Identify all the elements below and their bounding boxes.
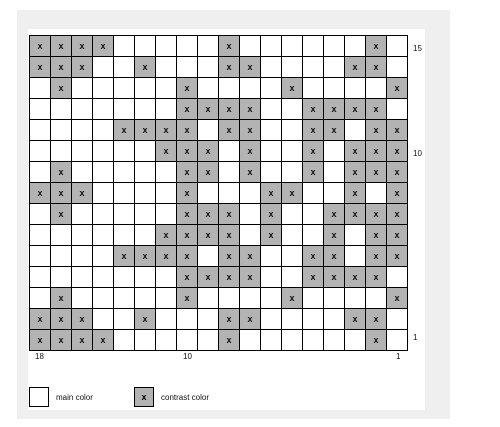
main-stitch bbox=[345, 36, 366, 57]
main-stitch bbox=[240, 204, 261, 225]
contrast-stitch: x bbox=[366, 330, 387, 351]
contrast-stitch: x bbox=[303, 246, 324, 267]
main-stitch bbox=[345, 120, 366, 141]
contrast-stitch: x bbox=[198, 225, 219, 246]
main-stitch bbox=[219, 162, 240, 183]
main-stitch bbox=[261, 162, 282, 183]
main-stitch bbox=[51, 141, 72, 162]
contrast-stitch: x bbox=[72, 309, 93, 330]
contrast-stitch: x bbox=[240, 246, 261, 267]
contrast-stitch: x bbox=[345, 267, 366, 288]
main-stitch bbox=[282, 246, 303, 267]
main-stitch bbox=[303, 204, 324, 225]
contrast-stitch: x bbox=[282, 288, 303, 309]
main-stitch bbox=[387, 36, 408, 57]
main-stitch bbox=[114, 99, 135, 120]
main-stitch bbox=[93, 57, 114, 78]
contrast-stitch: x bbox=[177, 78, 198, 99]
contrast-stitch: x bbox=[114, 120, 135, 141]
main-stitch bbox=[345, 78, 366, 99]
main-stitch bbox=[387, 309, 408, 330]
main-stitch bbox=[345, 288, 366, 309]
main-stitch bbox=[93, 309, 114, 330]
main-stitch bbox=[114, 330, 135, 351]
main-stitch bbox=[366, 183, 387, 204]
contrast-stitch: x bbox=[219, 267, 240, 288]
contrast-stitch: x bbox=[324, 246, 345, 267]
contrast-stitch: x bbox=[282, 78, 303, 99]
main-stitch bbox=[72, 78, 93, 99]
contrast-stitch: x bbox=[72, 36, 93, 57]
contrast-stitch: x bbox=[219, 204, 240, 225]
main-stitch bbox=[219, 78, 240, 99]
contrast-stitch: x bbox=[345, 204, 366, 225]
contrast-stitch: x bbox=[303, 267, 324, 288]
contrast-stitch: x bbox=[30, 57, 51, 78]
contrast-stitch: x bbox=[51, 288, 72, 309]
contrast-stitch: x bbox=[219, 225, 240, 246]
main-stitch bbox=[219, 288, 240, 309]
main-stitch bbox=[261, 36, 282, 57]
row-label-1: 1 bbox=[413, 333, 418, 342]
contrast-stitch: x bbox=[387, 246, 408, 267]
contrast-stitch: x bbox=[219, 309, 240, 330]
main-stitch bbox=[30, 204, 51, 225]
main-stitch bbox=[198, 120, 219, 141]
main-stitch bbox=[198, 36, 219, 57]
contrast-stitch: x bbox=[219, 246, 240, 267]
main-stitch bbox=[114, 162, 135, 183]
contrast-stitch: x bbox=[72, 57, 93, 78]
main-stitch bbox=[30, 246, 51, 267]
contrast-stitch: x bbox=[366, 246, 387, 267]
main-stitch bbox=[114, 141, 135, 162]
main-stitch bbox=[72, 204, 93, 225]
contrast-stitch: x bbox=[387, 120, 408, 141]
main-stitch bbox=[261, 120, 282, 141]
contrast-stitch: x bbox=[177, 246, 198, 267]
contrast-stitch: x bbox=[177, 204, 198, 225]
main-stitch bbox=[93, 288, 114, 309]
contrast-stitch: x bbox=[366, 162, 387, 183]
contrast-stitch: x bbox=[387, 183, 408, 204]
contrast-stitch: x bbox=[51, 57, 72, 78]
contrast-stitch: x bbox=[30, 183, 51, 204]
main-stitch bbox=[303, 288, 324, 309]
main-stitch bbox=[72, 120, 93, 141]
main-stitch bbox=[282, 141, 303, 162]
main-stitch bbox=[30, 267, 51, 288]
contrast-stitch: x bbox=[156, 120, 177, 141]
main-stitch bbox=[345, 246, 366, 267]
contrast-stitch: x bbox=[345, 141, 366, 162]
main-stitch bbox=[93, 162, 114, 183]
contrast-stitch: x bbox=[198, 141, 219, 162]
contrast-stitch: x bbox=[51, 330, 72, 351]
main-stitch bbox=[156, 204, 177, 225]
contrast-stitch: x bbox=[51, 162, 72, 183]
main-stitch bbox=[51, 267, 72, 288]
main-stitch bbox=[345, 330, 366, 351]
row-label-15: 15 bbox=[413, 44, 422, 53]
main-color-swatch bbox=[29, 387, 49, 407]
main-stitch bbox=[324, 162, 345, 183]
main-stitch bbox=[135, 183, 156, 204]
col-label-18: 18 bbox=[35, 352, 44, 361]
contrast-stitch: x bbox=[51, 309, 72, 330]
main-stitch bbox=[30, 288, 51, 309]
main-stitch bbox=[156, 36, 177, 57]
main-stitch bbox=[303, 330, 324, 351]
main-stitch bbox=[114, 267, 135, 288]
row-label-10: 10 bbox=[413, 149, 422, 158]
contrast-stitch: x bbox=[135, 309, 156, 330]
contrast-stitch: x bbox=[366, 36, 387, 57]
contrast-stitch: x bbox=[282, 183, 303, 204]
contrast-stitch: x bbox=[345, 309, 366, 330]
contrast-stitch: x bbox=[303, 120, 324, 141]
contrast-color-label: contrast color bbox=[161, 393, 210, 402]
col-label-1: 1 bbox=[396, 352, 401, 361]
main-stitch bbox=[135, 288, 156, 309]
main-stitch bbox=[303, 309, 324, 330]
main-stitch bbox=[156, 267, 177, 288]
contrast-stitch: x bbox=[177, 141, 198, 162]
main-stitch bbox=[366, 288, 387, 309]
main-stitch bbox=[240, 330, 261, 351]
main-stitch bbox=[324, 141, 345, 162]
main-stitch bbox=[135, 204, 156, 225]
contrast-stitch: x bbox=[156, 225, 177, 246]
main-stitch bbox=[261, 288, 282, 309]
main-stitch bbox=[72, 225, 93, 246]
main-stitch bbox=[240, 36, 261, 57]
main-stitch bbox=[156, 162, 177, 183]
main-stitch bbox=[282, 99, 303, 120]
contrast-stitch: x bbox=[219, 36, 240, 57]
main-stitch bbox=[93, 204, 114, 225]
contrast-stitch: x bbox=[366, 57, 387, 78]
contrast-stitch: x bbox=[366, 225, 387, 246]
contrast-stitch: x bbox=[177, 183, 198, 204]
contrast-stitch: x bbox=[387, 204, 408, 225]
contrast-stitch: x bbox=[177, 267, 198, 288]
main-stitch bbox=[72, 288, 93, 309]
main-stitch bbox=[198, 57, 219, 78]
contrast-stitch: x bbox=[345, 99, 366, 120]
main-stitch bbox=[72, 99, 93, 120]
contrast-stitch: x bbox=[51, 78, 72, 99]
main-stitch bbox=[72, 267, 93, 288]
main-stitch bbox=[156, 57, 177, 78]
main-stitch bbox=[387, 57, 408, 78]
contrast-stitch: x bbox=[198, 99, 219, 120]
main-stitch bbox=[114, 309, 135, 330]
contrast-stitch: x bbox=[30, 36, 51, 57]
main-stitch bbox=[261, 246, 282, 267]
main-stitch bbox=[135, 225, 156, 246]
main-stitch bbox=[261, 99, 282, 120]
contrast-stitch: x bbox=[177, 225, 198, 246]
main-stitch bbox=[93, 120, 114, 141]
contrast-stitch: x bbox=[303, 99, 324, 120]
main-stitch bbox=[72, 246, 93, 267]
main-stitch bbox=[219, 141, 240, 162]
contrast-stitch: x bbox=[135, 57, 156, 78]
main-stitch bbox=[198, 309, 219, 330]
main-stitch bbox=[177, 309, 198, 330]
contrast-stitch: x bbox=[72, 330, 93, 351]
main-stitch bbox=[282, 267, 303, 288]
main-stitch bbox=[93, 78, 114, 99]
contrast-stitch: x bbox=[240, 162, 261, 183]
main-stitch bbox=[303, 183, 324, 204]
main-stitch bbox=[135, 141, 156, 162]
main-stitch bbox=[198, 330, 219, 351]
contrast-stitch: x bbox=[135, 120, 156, 141]
contrast-stitch: x bbox=[387, 225, 408, 246]
contrast-stitch: x bbox=[240, 267, 261, 288]
main-stitch bbox=[135, 78, 156, 99]
contrast-stitch: x bbox=[72, 183, 93, 204]
main-stitch bbox=[282, 57, 303, 78]
main-stitch bbox=[51, 99, 72, 120]
contrast-stitch: x bbox=[324, 267, 345, 288]
main-stitch bbox=[114, 288, 135, 309]
contrast-stitch: x bbox=[156, 141, 177, 162]
contrast-stitch: x bbox=[366, 309, 387, 330]
contrast-stitch: x bbox=[240, 57, 261, 78]
contrast-stitch: x bbox=[93, 36, 114, 57]
main-stitch bbox=[114, 183, 135, 204]
main-color-label: main color bbox=[56, 393, 93, 402]
contrast-stitch: x bbox=[366, 141, 387, 162]
main-stitch bbox=[135, 267, 156, 288]
contrast-stitch: x bbox=[324, 204, 345, 225]
contrast-stitch: x bbox=[51, 204, 72, 225]
main-stitch bbox=[324, 288, 345, 309]
main-stitch bbox=[93, 246, 114, 267]
main-stitch bbox=[303, 57, 324, 78]
main-stitch bbox=[114, 57, 135, 78]
main-stitch bbox=[282, 36, 303, 57]
contrast-stitch: x bbox=[387, 288, 408, 309]
main-stitch bbox=[135, 330, 156, 351]
main-stitch bbox=[240, 183, 261, 204]
main-stitch bbox=[387, 99, 408, 120]
contrast-stitch: x bbox=[30, 330, 51, 351]
main-stitch bbox=[282, 120, 303, 141]
contrast-stitch: x bbox=[387, 162, 408, 183]
contrast-stitch: x bbox=[240, 141, 261, 162]
main-stitch bbox=[93, 225, 114, 246]
main-stitch bbox=[198, 288, 219, 309]
contrast-stitch: x bbox=[261, 204, 282, 225]
main-stitch bbox=[30, 225, 51, 246]
main-stitch bbox=[240, 78, 261, 99]
main-stitch bbox=[282, 225, 303, 246]
main-stitch bbox=[72, 141, 93, 162]
main-stitch bbox=[282, 162, 303, 183]
main-stitch bbox=[324, 78, 345, 99]
main-stitch bbox=[156, 288, 177, 309]
main-stitch bbox=[135, 36, 156, 57]
main-stitch bbox=[387, 267, 408, 288]
main-stitch bbox=[156, 99, 177, 120]
main-stitch bbox=[198, 183, 219, 204]
main-stitch bbox=[135, 99, 156, 120]
main-stitch bbox=[30, 162, 51, 183]
main-stitch bbox=[93, 141, 114, 162]
main-stitch bbox=[93, 183, 114, 204]
main-stitch bbox=[240, 225, 261, 246]
contrast-stitch: x bbox=[198, 204, 219, 225]
contrast-stitch: x bbox=[51, 36, 72, 57]
main-stitch bbox=[72, 162, 93, 183]
contrast-stitch: x bbox=[177, 120, 198, 141]
main-stitch bbox=[219, 183, 240, 204]
main-stitch bbox=[114, 225, 135, 246]
main-stitch bbox=[282, 330, 303, 351]
contrast-stitch: x bbox=[261, 183, 282, 204]
contrast-stitch: x bbox=[240, 309, 261, 330]
main-stitch bbox=[261, 309, 282, 330]
main-stitch bbox=[303, 78, 324, 99]
main-stitch bbox=[30, 141, 51, 162]
contrast-stitch: x bbox=[219, 330, 240, 351]
main-stitch bbox=[198, 78, 219, 99]
contrast-stitch: x bbox=[198, 162, 219, 183]
main-stitch bbox=[156, 330, 177, 351]
contrast-stitch: x bbox=[324, 225, 345, 246]
main-stitch bbox=[177, 57, 198, 78]
main-stitch bbox=[156, 309, 177, 330]
main-stitch bbox=[324, 36, 345, 57]
main-stitch bbox=[303, 225, 324, 246]
main-stitch bbox=[261, 141, 282, 162]
contrast-color-swatch: x bbox=[134, 387, 154, 407]
main-stitch bbox=[387, 330, 408, 351]
contrast-stitch: x bbox=[324, 99, 345, 120]
contrast-stitch: x bbox=[51, 183, 72, 204]
col-label-10: 10 bbox=[183, 352, 192, 361]
contrast-stitch: x bbox=[345, 162, 366, 183]
main-stitch bbox=[324, 309, 345, 330]
contrast-stitch: x bbox=[156, 246, 177, 267]
contrast-stitch: x bbox=[219, 57, 240, 78]
contrast-stitch: x bbox=[366, 120, 387, 141]
main-stitch bbox=[30, 99, 51, 120]
main-stitch bbox=[282, 204, 303, 225]
main-stitch bbox=[30, 78, 51, 99]
contrast-stitch: x bbox=[324, 120, 345, 141]
contrast-stitch: x bbox=[345, 57, 366, 78]
main-stitch bbox=[240, 288, 261, 309]
contrast-stitch: x bbox=[303, 162, 324, 183]
contrast-stitch: x bbox=[261, 225, 282, 246]
contrast-stitch: x bbox=[177, 162, 198, 183]
main-stitch bbox=[303, 36, 324, 57]
contrast-stitch: x bbox=[177, 99, 198, 120]
contrast-stitch: x bbox=[345, 183, 366, 204]
main-stitch bbox=[135, 162, 156, 183]
main-stitch bbox=[261, 57, 282, 78]
knitting-chart-grid bbox=[29, 35, 408, 351]
contrast-stitch: x bbox=[366, 204, 387, 225]
contrast-stitch: x bbox=[240, 99, 261, 120]
main-stitch bbox=[114, 78, 135, 99]
main-stitch bbox=[261, 267, 282, 288]
main-stitch bbox=[261, 330, 282, 351]
main-stitch bbox=[114, 36, 135, 57]
contrast-stitch: x bbox=[30, 309, 51, 330]
main-stitch bbox=[261, 78, 282, 99]
contrast-stitch: x bbox=[303, 141, 324, 162]
contrast-stitch: x bbox=[93, 330, 114, 351]
contrast-stitch: x bbox=[240, 120, 261, 141]
contrast-stitch: x bbox=[387, 78, 408, 99]
main-stitch bbox=[324, 57, 345, 78]
main-stitch bbox=[156, 183, 177, 204]
main-stitch bbox=[30, 120, 51, 141]
main-stitch bbox=[198, 246, 219, 267]
contrast-stitch: x bbox=[219, 120, 240, 141]
main-stitch bbox=[114, 204, 135, 225]
main-stitch bbox=[177, 330, 198, 351]
main-stitch bbox=[366, 78, 387, 99]
main-stitch bbox=[93, 267, 114, 288]
main-stitch bbox=[93, 99, 114, 120]
contrast-stitch: x bbox=[387, 141, 408, 162]
contrast-stitch: x bbox=[219, 99, 240, 120]
main-stitch bbox=[282, 309, 303, 330]
main-stitch bbox=[51, 246, 72, 267]
main-stitch bbox=[324, 183, 345, 204]
main-stitch bbox=[177, 36, 198, 57]
contrast-stitch: x bbox=[198, 267, 219, 288]
main-stitch bbox=[51, 225, 72, 246]
contrast-stitch: x bbox=[135, 246, 156, 267]
contrast-stitch: x bbox=[114, 246, 135, 267]
contrast-stitch: x bbox=[177, 288, 198, 309]
main-stitch bbox=[156, 78, 177, 99]
contrast-stitch: x bbox=[366, 267, 387, 288]
main-stitch bbox=[345, 225, 366, 246]
main-stitch bbox=[324, 330, 345, 351]
contrast-stitch: x bbox=[366, 99, 387, 120]
main-stitch bbox=[51, 120, 72, 141]
